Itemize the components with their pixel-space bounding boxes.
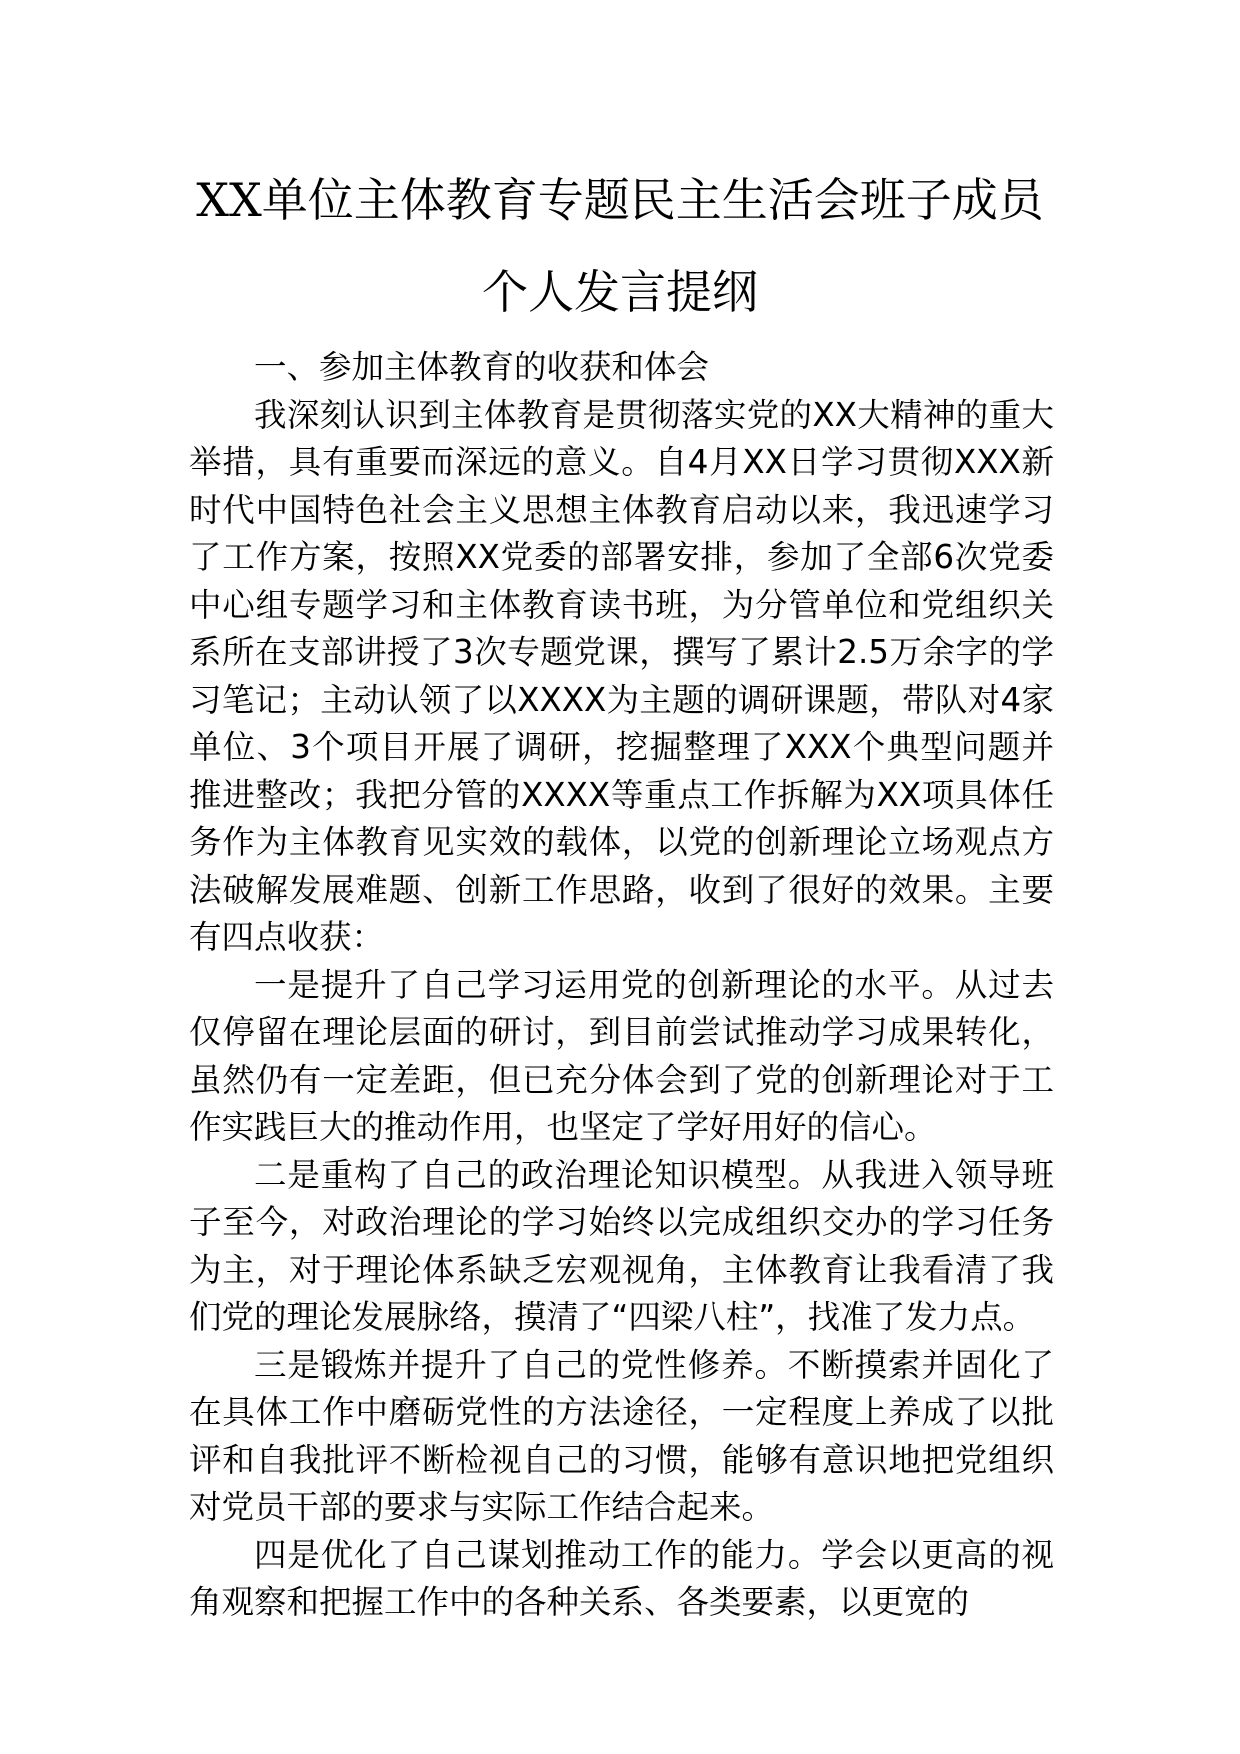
section-heading: 一、参加主体教育的收获和体会: [254, 348, 710, 386]
paragraph-gain-2: 二是重构了自己的政治理论知识模型。从我进入领导班子至今，对政治理论的学习始终以完成组织交办的学习任务为主，对于理论体系缺乏宏观视角，主体教育让我看清了我们党的理论发展脉络，摸清了“四梁八柱”，找准了发力点。: [189, 1155, 1054, 1336]
paragraph-gain-4: 四是优化了自己谋划推动工作的能力。学会以更高的视角观察和把握工作中的各种关系、各类要素，以更宽的: [189, 1535, 1054, 1621]
document-title-line-1: XX单位主体教育专题民主生活会班子成员: [196, 173, 1044, 227]
paragraph-gain-1: 一是提升了自己学习运用党的创新理论的水平。从过去仅停留在理论层面的研讨，到目前尝试推动学习成果转化，虽然仍有一定差距，但已充分体会到了党的创新理论对于工作实践巨大的推动作用，也坚定了学好用好的信心。: [189, 965, 1054, 1146]
paragraph-intro: 我深刻认识到主体教育是贯彻落实党的XX大精神的重大举措，具有重要而深远的意义。自4月XX日学习贯彻XXX新时代中国特色社会主义思想主体教育启动以来，我迅速学习了工作方案，按照XX党委的部署安排，参加了全部6次党委中心组专题学习和主体教育读书班，为分管单位和党组织关系所在支部讲授了3次专题党课，撰写了累计2.5万余字的学习笔记；主动认领了以XXXX为主题的调研课题，带队对4家单位、3个项目开展了调研，挖掘整理了XXX个典型问题并推进整改；我把分管的XXXX等重点工作拆解为XX项具体任务作为主体教育见实效的载体，以党的创新理论立场观点方法破解发展难题、创新工作思路，收到了很好的效果。主要有四点收获：: [189, 395, 1054, 956]
paragraph-gain-3: 三是锻炼并提升了自己的党性修养。不断摸索并固化了在具体工作中磨砺党性的方法途径，一定程度上养成了以批评和自我批评不断检视自己的习惯，能够有意识地把党组织对党员干部的要求与实际工作结合起来。: [189, 1345, 1054, 1526]
document-body: [189, 344, 1054, 1627]
document-title-line-2: 个人发言提纲: [482, 265, 758, 319]
